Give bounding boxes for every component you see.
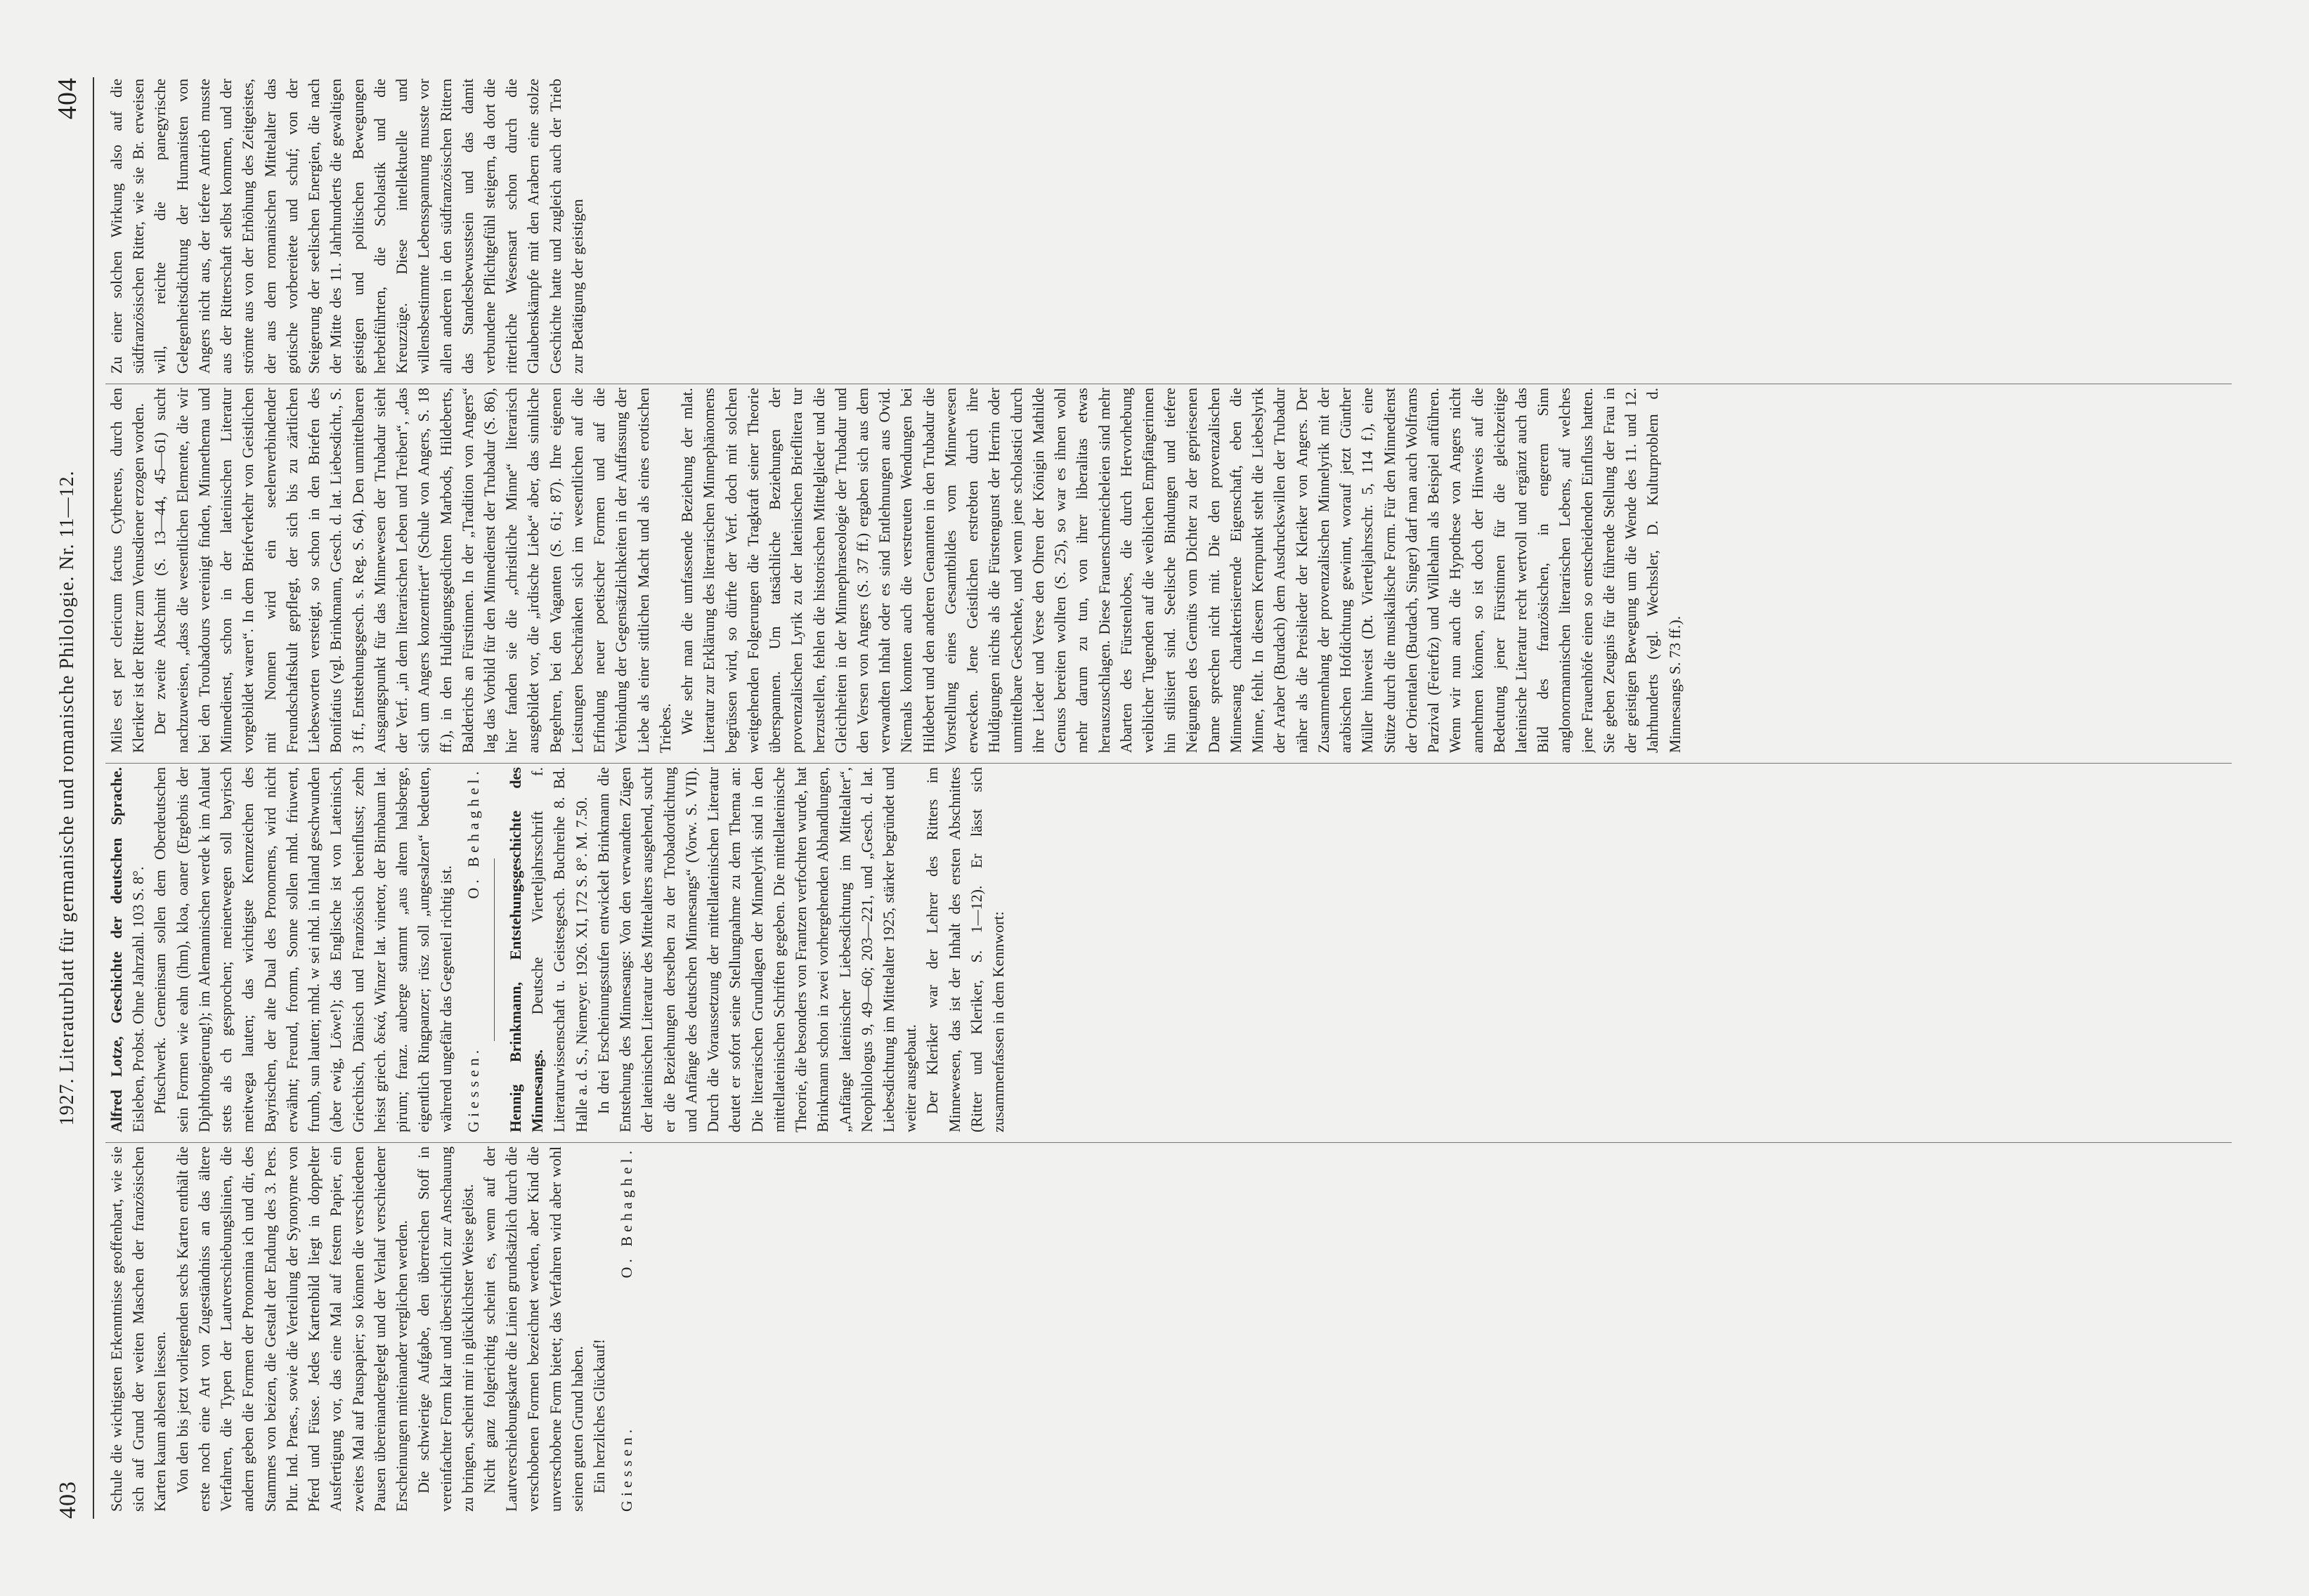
review-bibliography: Deutsche Vierteljahrsschrift f. Literaturwissenschaft u. Geistesgesch. Buchreihe 8. Bd. Halle a. d. S., Niemeyer. 1926. XI, 172 S. 8°. M. 7.50. bbox=[528, 767, 590, 1132]
header-rule bbox=[93, 77, 94, 1519]
signature-name: O. Behaghel. bbox=[618, 1146, 636, 1278]
review-heading bbox=[505, 767, 592, 1132]
column-2 bbox=[105, 767, 2232, 1132]
column-4 bbox=[105, 79, 2232, 374]
signature-place: Giessen. bbox=[464, 1045, 482, 1132]
review-heading bbox=[105, 767, 149, 1132]
section-divider bbox=[494, 858, 495, 1041]
paragraph: Der Kleriker war der Lehrer des Ritters im Minnewesen, das ist der Inhalt des ersten Abschnittes (Ritter und Kleriker, S. 1—12). Er lässt sich zusammenfassen in dem Kennwort: bbox=[923, 767, 1008, 1132]
paragraph: Zu einer solchen Wirkung also auf die südfranzösischen Ritter, wie sie Br. erweisen will, reichte die panegyrische Gelegenheitsdichtung der Humanisten von Angers nicht aus, der tiefere Antrieb musste aus der Ritterschaft selbst kommen, und der strömte aus von der Erhöhung des Zeitgeistes, der aus dem romanischen Mittelalter das gotische vorbereitete und schuf; von der Steigerung der seelischen Energien, die nach der Mitte des 11. Jahrhunderts die gewaltigen geistigen und politischen Bewegungen herbeiführten, die Scholastik und die Kreuzzüge. Diese intellektuelle und willensbestimmte Lebensspannung musste vor allen anderen in den südfranzösischen Rittern das Standesbewusstsein und das damit verbundene Pflichtgefühl steigern, da dort die ritterliche Wesensart schon durch die Glaubenskämpfe mit den Arabern eine stolze Geschichte hatte und zugleich auch der Trieb zur Betätigung der geistigen bbox=[108, 79, 586, 374]
paragraph: Ein herzliches Glückauf! bbox=[590, 1339, 609, 1493]
paragraph: Miles est per clericum factus Cythereus, durch den Kleriker ist der Ritter zum Venusdiener erzogen worden. bbox=[108, 388, 148, 753]
column-divider bbox=[105, 1142, 2232, 1143]
journal-title: 1927. Literaturblatt für germanische und romanische Philologie. Nr. 11—12. bbox=[56, 470, 78, 1126]
column-1 bbox=[105, 1146, 2232, 1512]
paragraph: Die schwierige Aufgabe, den überreichen Stoff in vereinfachter Form klar und übersichtlich zur Anschauung zu bringen, scheint mir in glücklichster Weise gelöst. bbox=[415, 1146, 476, 1512]
paragraph: Wie sehr man die umfassende Beziehung der mlat. Literatur zur Erklärung des literarischen Minnephänomens begrüssen wird, so dürfte der Verf. doch mit solchen weitgehenden Folgerungen die Tragkraft seiner Theorie überspannen. Um tatsächliche Beziehungen der provenzalischen Lyrik zu der lateinischen Brieflitera tur herzustellen, fehlen die historischen Mittelglieder und die Gleichheiten in der Minnephraseologie der Trubadur und den Versen von Angers (S. 37 ff.) ergaben sich aus dem verwandten Inhalt oder es sind Entlehnungen aus Ovid. Niemals konnten auch die verstreuten Wendungen bei Hildebert und den anderen Genannten in den Trubadur die Vorstellung eines Gesamtbildes vom Minnewesen erwecken. Jene Geistlichen erstrebten durch ihre Huldigungen nichts als die Fürstengunst der Herrin oder unmittelbare Geschenke, und wenn jene scholastici durch ihre Lieder und Verse den Ohren der Königin Mathilde Genuss bereiten wollten (S. 25), so war es ihnen wohl mehr darum zu tun, von ihrer liberalitas etwas herauszuschlagen. Diese Frauenschmeicheleien sind mehr Abarten des Fürstenlobes, die durch Hervorhebung weiblicher Tugenden auf die weiblichen Empfängerinnen hin stilisiert sind. Seelische Bindungen und tiefere Neigungen des Gemüts vom Dichter zu der gepriesenen Dame sprechen nicht mit. Die den provenzalischen Minnesang charakterisierende Eigenschaft, eben die Minne, fehlt. In diesem Kernpunkt steht die Liebeslyrik der Araber (Burdach) dem Ausdruckswillen der Trubadur näher als die Preislieder der Kleriker von Angers. Der Zusammenhang der provenzalischen Minnelyrik mit der arabischen Hofdichtung gewinnt, worauf jetzt Günther Müller hinweist (Dt. Vierteljahrsschr. 5, 114 f.), eine Stütze durch die musikalische Form. Für den Minnedienst der Orientalen (Burdach, Singer) darf man auch Wolframs Parzival (Feirefiz) und Willehalm als Beispiel anführen. Wenn wir nun auch die Hypothese von Angers nicht annehmen können, so ist doch der Hinweis auf die Bedeutung jener Fürstinnen für die gleichzeitige lateinische Literatur recht wertvoll und ergänzt auch das Bild des französischen, in engerem Sinn anglonormannischen literarischen Lebens, auf welches jene Frauenhöfe einen so entscheidenden Einfluss hatten. Sie geben Zeugnis für die führende Stellung der Frau in der geistigen Bewegung um die Wende des 11. und 12. Jahrhunderts (vgl. Wechssler, D. Kulturproblem d. Minnesangs S. 73 ff.). bbox=[678, 388, 1684, 753]
review-title: Hennig Brinkmann, Entstehungsgeschichte des Minnesangs. bbox=[506, 767, 547, 1132]
review-bibliography: Eisleben, Probst. Ohne Jahrzahl. 103 S. 8°. bbox=[129, 866, 148, 1132]
page-number-right: 404 bbox=[53, 77, 82, 119]
signature bbox=[616, 1146, 637, 1512]
signature bbox=[462, 767, 484, 1132]
signature-place: Giessen. bbox=[618, 1425, 636, 1512]
paragraph: Der zweite Abschnitt (S. 13—44, 45—61) sucht nachzuweisen, „dass die wesentlichen Elemente, die wir bei den Troubadours vereinigt finden, Minnethema und Minnedienst, schon in der lateinischen Literatur vorgebildet waren“. In dem Briefverkehr von Geistlichen mit Nonnen wird ein seelenverbindender Freundschaftskult gepflegt, der sich bis zu zärtlichen Liebesworten versteigt, so schon in den Briefen des Bonifatius (vgl. Brinkmann, Gesch. d. lat. Liebesdicht., S. 3 ff., Entstehungsgesch. s. Reg. S. 64). Den unmittelbaren Ausgangspunkt für das Minnewesen der Trubadur sieht der Verf. „in dem literarischen Leben und Treiben“, „das sich um Angers konzentriert“ (Schule von Angers, S. 18 ff.), in den Huldigungsgedichten Marbods, Hildeberts, Balderichs an Fürstinnen. In der „Tradition von Angers“ lag das Vorbild für den Minnedienst der Trubadur (S. 86), hier fanden sie die „christliche Minne“ literarisch ausgebildet vor, die „irdische Liebe“ aber, das sinnliche Begehren, bei den Vaganten (S. 61; 87). Ihre eigenen Leistungen beschränken sich im wesentlichen auf die Erfindung neuer poetischer Formen und auf die Verbindung der Gegensätzlichkeiten in der Auffassung der Liebe als einer sittlichen Macht und als eines erotischen Triebes. bbox=[151, 388, 674, 753]
column-3 bbox=[105, 388, 2232, 753]
review-title: Alfred Lotze, Geschichte der deutschen Sprache. bbox=[108, 767, 125, 1132]
signature-name: O. Behaghel. bbox=[464, 767, 482, 899]
paragraph: Von den bis jetzt vorliegenden sechs Karten enthält die erste noch eine Art von Zugeständniss an das ältere Verfahren, die Typen der Lautverschiebungslinien, die andern geben die Formen der Pronomina ich und dir, des Stammes von beizen, die Gestalt der Endung des 3. Pers. Plur. Ind. Praes., sowie die Verteilung der Synonyme von Pferd und Füsse. Jedes Kartenbild liegt in doppelter Ausfertigung vor, das eine Mal auf festem Papier, ein zweites Mal auf Pauspapier; so können die verschiedenen Pausen übereinandergelegt und der Verlauf verschiedener Erscheinungen miteinander verglichen werden. bbox=[173, 1146, 411, 1512]
paragraph: Schule die wichtigsten Erkenntnisse geoffenbart, wie sie sich auf Grund der weiten Maschen der französischen Karten kaum ablesen liessen. bbox=[108, 1146, 169, 1512]
column-divider bbox=[105, 763, 2232, 764]
paragraph: Pfuschwerk. Gemeinsam sollen dem Oberdeutschen sein Formen wie eahn (ihm), kloa, oaner (Ergebnis der Diphthongierung!); im Alemannischen werde k im Anlaut stets als ch gesprochen; meinetwegen soll bayrisch meitwega lauten; das wichtigste Kennzeichen des Bayrischen, der alte Dual des Pronomens, wird nicht erwähnt; Freund, fromm, Sonne sollen mhd. friuwent, frumb, sun lauten; mhd. w sei nhd. in Inland geschwunden (aber ewig, Löwe!); das Englische ist von Lateinisch, Griechisch, Dänisch und Französisch beeinflusst; zehn heisst griech. δεκά, Winzer lat. vinetor, der Birnbaum lat. pirum; franz. auberge stammt „aus altem halsberge, eigentlich Ringpanzer; rüsz soll „ungesalzen“ bedeuten, während ungefähr das Gegenteil richtig ist. bbox=[151, 767, 455, 1132]
running-header bbox=[49, 77, 91, 1519]
paragraph: Nicht ganz folgerichtig scheint es, wenn auf der Lautverschiebungskarte die Linien grundsätzlich durch die verschobenen Formen bezeichnet werden, aber Kind die unverschobene Form bietet; das Verfahren wird aber wohl seinen guten Grund haben. bbox=[480, 1146, 586, 1512]
page-number-left: 403 bbox=[55, 1481, 81, 1519]
paragraph: In drei Erscheinungsstufen entwickelt Brinkmann die Entstehung des Minnesangs: Von den verwandten Zügen der lateinischen Literatur des Mittelalters ausgehend, sucht er die Beziehungen derselben zu der Trobadordichtung und Anfänge des deutschen Minnesangs“ (Vorw. S. VII). Durch die Voraussetzung der mittellateinischen Literatur deutet er sofort seine Stellungnahme zu dem Thema an: Die literarischen Grundlagen der Minnelyrik sind in den mittellateinischen Schriften gegeben. Die mittellateinische Theorie, die besonders von Frantzen verfochten wurde, hat Brinkmann schon in zwei vorhergehenden Abhandlungen, „Anfänge lateinischer Liebesdichtung im Mittelalter“, Neophilologus 9, 49—60; 203—221, und „Gesch. d. lat. Liebesdichtung im Mittelalter 1925, stärker begründet und weiter ausgebaut. bbox=[594, 767, 920, 1132]
